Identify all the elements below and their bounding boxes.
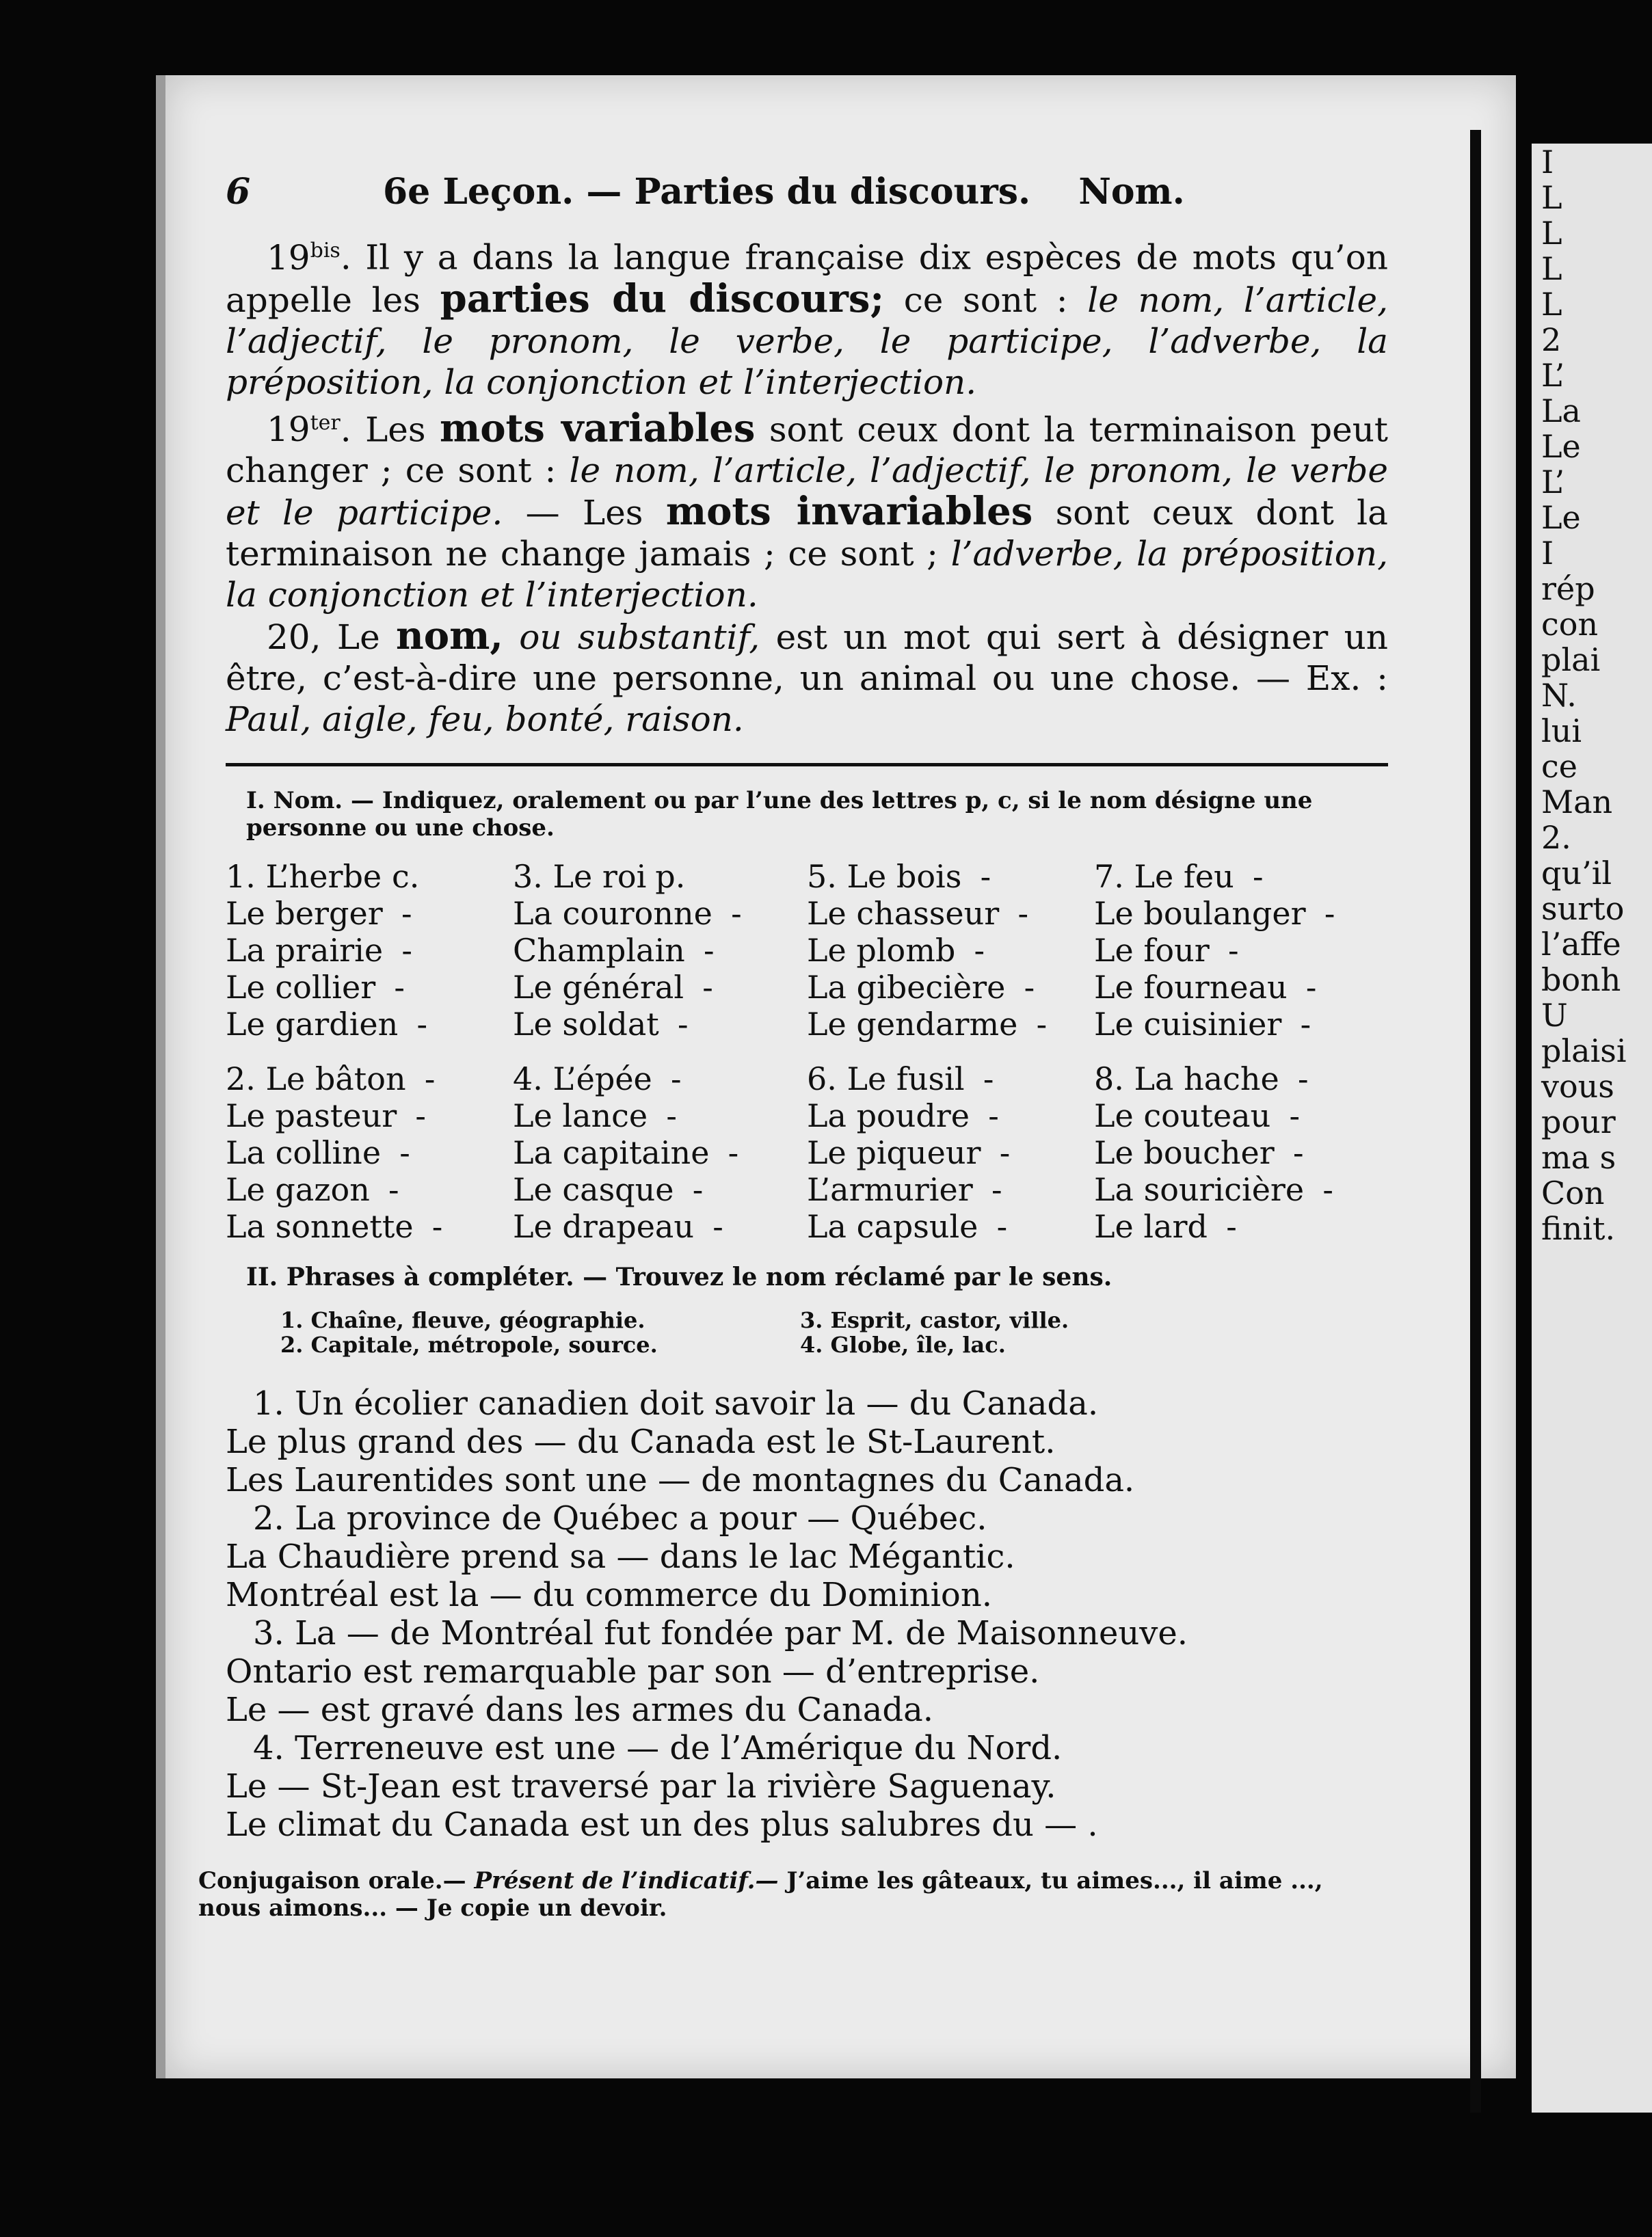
answer-mark: -	[1292, 1134, 1304, 1172]
exercise-1-item	[226, 859, 513, 894]
answer-mark: -	[712, 1208, 723, 1246]
facing-page-fragment: rép	[1541, 570, 1595, 607]
noun-word: Le fourneau	[1094, 969, 1288, 1006]
noun-word: 7. Le feu	[1094, 858, 1234, 896]
exercise-1-item	[807, 1173, 1094, 1207]
noun-word: La gibecière	[807, 969, 1006, 1006]
facing-page-fragment: I	[1541, 535, 1554, 572]
answer-mark: -	[431, 1208, 443, 1246]
facing-page-fragment: L	[1541, 250, 1562, 287]
exercise-1-item	[1094, 970, 1388, 1004]
noun-word: Champlain	[513, 932, 685, 969]
lesson-subject: Nom.	[1078, 171, 1185, 213]
noun-word: Le boucher	[1094, 1134, 1275, 1172]
facing-page-fragment: L	[1541, 179, 1562, 216]
facing-page-fragment: Con	[1541, 1175, 1605, 1211]
page-number: 6	[226, 171, 251, 213]
noun-word: La colline	[226, 1134, 382, 1172]
facing-page-fragment: N.	[1541, 677, 1577, 714]
facing-page-fragment: L’	[1541, 357, 1565, 394]
exercise-1-item	[1094, 933, 1388, 967]
answer-mark: -	[388, 1171, 399, 1209]
answer-mark: -	[702, 969, 713, 1006]
facing-page-fragment: con	[1541, 606, 1599, 643]
answer-mark: -	[974, 932, 985, 969]
exercise-1-item	[226, 895, 513, 933]
sentence: 4. Terreneuve est une — de l’Amérique du Nord.	[253, 1729, 1063, 1768]
hint-item: 2. Capitale, métropole, source.	[280, 1332, 658, 1358]
noun-word: Le lance	[513, 1097, 648, 1135]
answer-mark: -	[677, 1006, 689, 1043]
exercise-1-item	[226, 1007, 513, 1041]
noun-word: 1. L’herbe	[226, 858, 382, 896]
answer-mark: -	[988, 1097, 999, 1135]
answer-mark: -	[983, 1060, 994, 1098]
answer-mark: -	[399, 1134, 410, 1172]
exercise-1-item	[1094, 1062, 1388, 1096]
exercise-1-item	[1094, 1136, 1388, 1170]
block-spacer	[226, 1044, 1388, 1059]
sentence: La Chaudière prend sa — dans le lac Mégantic.	[226, 1538, 1015, 1577]
exercise-1-heading: I. Nom. — Indiquez, oralement ou par l’une des lettres p, c, si le nom désigne une personne ou une chose.	[246, 787, 1313, 842]
facing-page-fragment: Le	[1541, 499, 1581, 536]
answer-mark: -	[424, 1060, 436, 1098]
answer-mark: -	[1036, 1006, 1048, 1043]
lesson-topic: Parties du discours.	[634, 171, 1031, 213]
facing-page-fragment: ma s	[1541, 1139, 1616, 1176]
answer-mark: -	[1227, 932, 1239, 969]
answer-mark: -	[1298, 1060, 1309, 1098]
exercise-1-item	[1094, 1209, 1388, 1244]
page-content	[198, 171, 1389, 1923]
facing-page-fragment: L’	[1541, 464, 1565, 500]
answer-mark: -	[415, 1097, 426, 1135]
facing-page-fragment: vous	[1541, 1068, 1614, 1105]
noun-word: La sonnette	[226, 1208, 414, 1246]
answer-mark: -	[728, 1134, 739, 1172]
exercise-1-item	[513, 859, 807, 894]
noun-word: 5. Le bois	[807, 858, 962, 896]
answer-mark: -	[670, 1060, 682, 1098]
noun-word: Le pasteur	[226, 1097, 397, 1135]
exercise-1-item	[807, 1007, 1094, 1041]
exercise-1-item	[1094, 1007, 1388, 1041]
exercise-1-item	[226, 1136, 513, 1170]
answer-mark: -	[991, 1171, 1002, 1209]
exercise-1-item	[807, 1062, 1094, 1096]
noun-word: Le piqueur	[807, 1134, 981, 1172]
answer-mark: -	[731, 895, 742, 933]
exercise-1-item	[226, 1099, 513, 1133]
answer-mark: -	[704, 932, 715, 969]
facing-page-fragment: bonh	[1541, 961, 1621, 998]
page-header	[226, 171, 1388, 213]
sentence: Montréal est la — du commerce du Dominion.	[226, 1576, 992, 1615]
facing-page-fragment: Le	[1541, 428, 1581, 465]
noun-word: 2. Le bâton	[226, 1060, 406, 1098]
book-binding	[1470, 130, 1481, 2113]
exercise-1-item	[513, 1099, 807, 1133]
exercise-1-item	[226, 933, 513, 967]
answer-mark: -	[1324, 895, 1335, 933]
answer-mark: -	[1253, 858, 1264, 896]
facing-page-fragment: ce	[1541, 748, 1577, 785]
facing-page-fragment: lui	[1541, 712, 1582, 749]
noun-word: Le four	[1094, 932, 1210, 969]
exercise-1-item	[807, 1136, 1094, 1170]
noun-word: Le boulanger	[1094, 895, 1306, 933]
exercise-1-item	[513, 970, 807, 1004]
noun-word: Le cuisinier	[1094, 1006, 1282, 1043]
noun-word: Le collier	[226, 969, 376, 1006]
exercise-1-item	[1094, 1173, 1388, 1207]
noun-word: Le lard	[1094, 1208, 1208, 1246]
facing-page-fragment: l’affe	[1541, 926, 1621, 963]
hint-item: 3. Esprit, castor, ville.	[800, 1307, 1069, 1334]
hint-item: 1. Chaîne, fleuve, géographie.	[280, 1307, 645, 1334]
answer-mark: -	[1322, 1171, 1333, 1209]
exercise-1-item	[513, 1007, 807, 1041]
noun-word: Le gardien	[226, 1006, 399, 1043]
exercise-1-item	[226, 1173, 513, 1207]
facing-page-fragment: I	[1541, 144, 1554, 180]
sentence: 2. La province de Québec a pour — Québec.	[253, 1499, 987, 1538]
facing-page-fragment: qu’il	[1541, 855, 1612, 892]
exercise-1-item	[513, 933, 807, 967]
exercise-1-item	[513, 1062, 807, 1096]
noun-word: Le soldat	[513, 1006, 659, 1043]
answer-mark: -	[1017, 895, 1029, 933]
answer-mark: -	[996, 1208, 1008, 1246]
answer-mark: -	[416, 1006, 428, 1043]
answer-mark: -	[394, 969, 405, 1006]
answer-mark: -	[401, 932, 412, 969]
lesson-number: 6e Leçon.	[383, 171, 574, 213]
lesson-title: 6e Leçon. — Parties du discours. Nom.	[383, 171, 1185, 213]
noun-word: Le chasseur	[807, 895, 1000, 933]
answer-mark: -	[1289, 1097, 1300, 1135]
noun-word: 4. L’épée	[513, 1060, 652, 1098]
exercise-1-item	[226, 1062, 513, 1096]
answer-mark: -	[1300, 1006, 1311, 1043]
exercise-1-item	[807, 1099, 1094, 1133]
paragraph-20: 20, Le nom, ou substantif, est un mot qui sert à désigner un être, c’est-à-dire une personne, un animal ou une chose. — Ex. : Paul, aigle, feu, bonté, raison.	[226, 613, 1389, 740]
facing-page-fragment: 2.	[1541, 819, 1571, 856]
facing-page-fragment: plaisi	[1541, 1032, 1627, 1069]
exercise-1-item	[1094, 859, 1388, 894]
exercise-2-hints	[280, 1308, 1388, 1357]
noun-word: 3. Le roi	[513, 858, 647, 896]
exercise-1-item	[807, 895, 1094, 933]
exercise-1-item	[807, 859, 1094, 894]
exercise-1-item	[807, 933, 1094, 967]
noun-word: La couronne	[513, 895, 712, 933]
conjugation-note: Conjugaison orale.— Présent de l’indicatif.— J’aime les gâteaux, tu aimes..., il aime ..., nous aimons... — Je copie un devoir.	[198, 1867, 1323, 1923]
sentence: Le climat du Canada est un des plus salubres du — .	[226, 1806, 1098, 1845]
facing-page-fragment: Man	[1541, 783, 1613, 820]
sentence: 3. La — de Montréal fut fondée par M. de Maisonneuve.	[253, 1614, 1188, 1653]
noun-word: La poudre	[807, 1097, 970, 1135]
sentence: Le — est gravé dans les armes du Canada.	[226, 1691, 933, 1730]
exercise-2-sentences	[226, 1384, 1388, 1844]
noun-word: 8. La hache	[1094, 1060, 1279, 1098]
answer-mark: -	[666, 1097, 677, 1135]
exercise-1-item	[226, 970, 513, 1004]
noun-word: Le général	[513, 969, 684, 1006]
noun-word: Le couteau	[1094, 1097, 1271, 1135]
sentence: Le plus grand des — du Canada est le St-Laurent.	[226, 1423, 1056, 1462]
answer-mark: -	[1226, 1208, 1237, 1246]
facing-page-fragment: surto	[1541, 890, 1625, 927]
noun-word: Le casque	[513, 1171, 674, 1209]
facing-page-fragment: 2	[1541, 321, 1562, 358]
exercise-1-item	[513, 1173, 807, 1207]
facing-page-fragment: L	[1541, 286, 1562, 323]
section-divider	[226, 763, 1388, 766]
exercise-1-item	[1094, 895, 1388, 933]
sentence: Ontario est remarquable par son — d’entreprise.	[226, 1652, 1040, 1691]
noun-word: La souricière	[1094, 1171, 1305, 1209]
exercise-1-item	[807, 970, 1094, 1004]
facing-page-fragment: pour	[1541, 1103, 1616, 1140]
sentence: Le — St-Jean est traversé par la rivière Saguenay.	[226, 1767, 1056, 1806]
facing-page-fragment: U	[1541, 997, 1568, 1034]
noun-word: La capitaine	[513, 1134, 710, 1172]
answer-mark: -	[1305, 969, 1317, 1006]
answer-mark: -	[999, 1134, 1011, 1172]
noun-word: Le berger	[226, 895, 383, 933]
noun-word: Le gazon	[226, 1171, 370, 1209]
exercise-1-item	[513, 1136, 807, 1170]
exercise-1-item	[1094, 1099, 1388, 1133]
noun-word: L’armurier	[807, 1171, 973, 1209]
hint-item: 4. Globe, île, lac.	[800, 1332, 1006, 1358]
noun-word: Le drapeau	[513, 1208, 694, 1246]
exercise-1-item	[513, 895, 807, 933]
exercise-2-heading: II. Phrases à compléter. — Trouvez le nom réclamé par le sens.	[246, 1263, 1113, 1292]
answer-mark: -	[692, 1171, 704, 1209]
noun-word: La capsule	[807, 1208, 978, 1246]
paragraph-19ter: $19^{ter}$. Les mots variables sont ceux dont la terminaison peut changer ; ce sont : le nom, l’article, l’adjectif, le pronom, le verbe et le participe. — Les mots invariables sont ceux dont la terminaison ne change jamais ; ce sont ; l’adverbe, la préposition, la conjonction et l’interjection.	[226, 405, 1389, 615]
answer-mark: -	[980, 858, 991, 896]
facing-page-fragment: L	[1541, 215, 1562, 252]
noun-word: Le gendarme	[807, 1006, 1018, 1043]
noun-word: La prairie	[226, 932, 384, 969]
answer-mark: p.	[655, 858, 686, 896]
sentence: 1. Un écolier canadien doit savoir la — du Canada.	[253, 1384, 1099, 1423]
exercise-1-item	[513, 1209, 807, 1244]
sentence: Les Laurentides sont une — de montagnes du Canada.	[226, 1461, 1135, 1500]
facing-page-fragment: finit.	[1541, 1210, 1616, 1247]
paragraph-19bis: $19^{bis}$. Il y a dans la langue française dix espèces de mots qu’on appelle les parties du discours; ce sont : le nom, l’article, l’adjectif, le pronom, le verbe, le participe, l’adverbe, la préposition, la conjonction et l’interjection.	[226, 237, 1388, 402]
noun-word: Le plomb	[807, 932, 956, 969]
exercise-1-item	[226, 1209, 513, 1244]
facing-page	[1532, 144, 1652, 2113]
exercise-1-item	[807, 1209, 1094, 1244]
exercise-1-grid	[226, 859, 1388, 1244]
facing-page-fragment: plai	[1541, 641, 1601, 678]
noun-word: 6. Le fusil	[807, 1060, 965, 1098]
answer-mark: -	[1024, 969, 1035, 1006]
facing-page-fragment: La	[1541, 392, 1581, 429]
answer-mark: -	[401, 895, 412, 933]
answer-mark: c.	[391, 858, 420, 896]
